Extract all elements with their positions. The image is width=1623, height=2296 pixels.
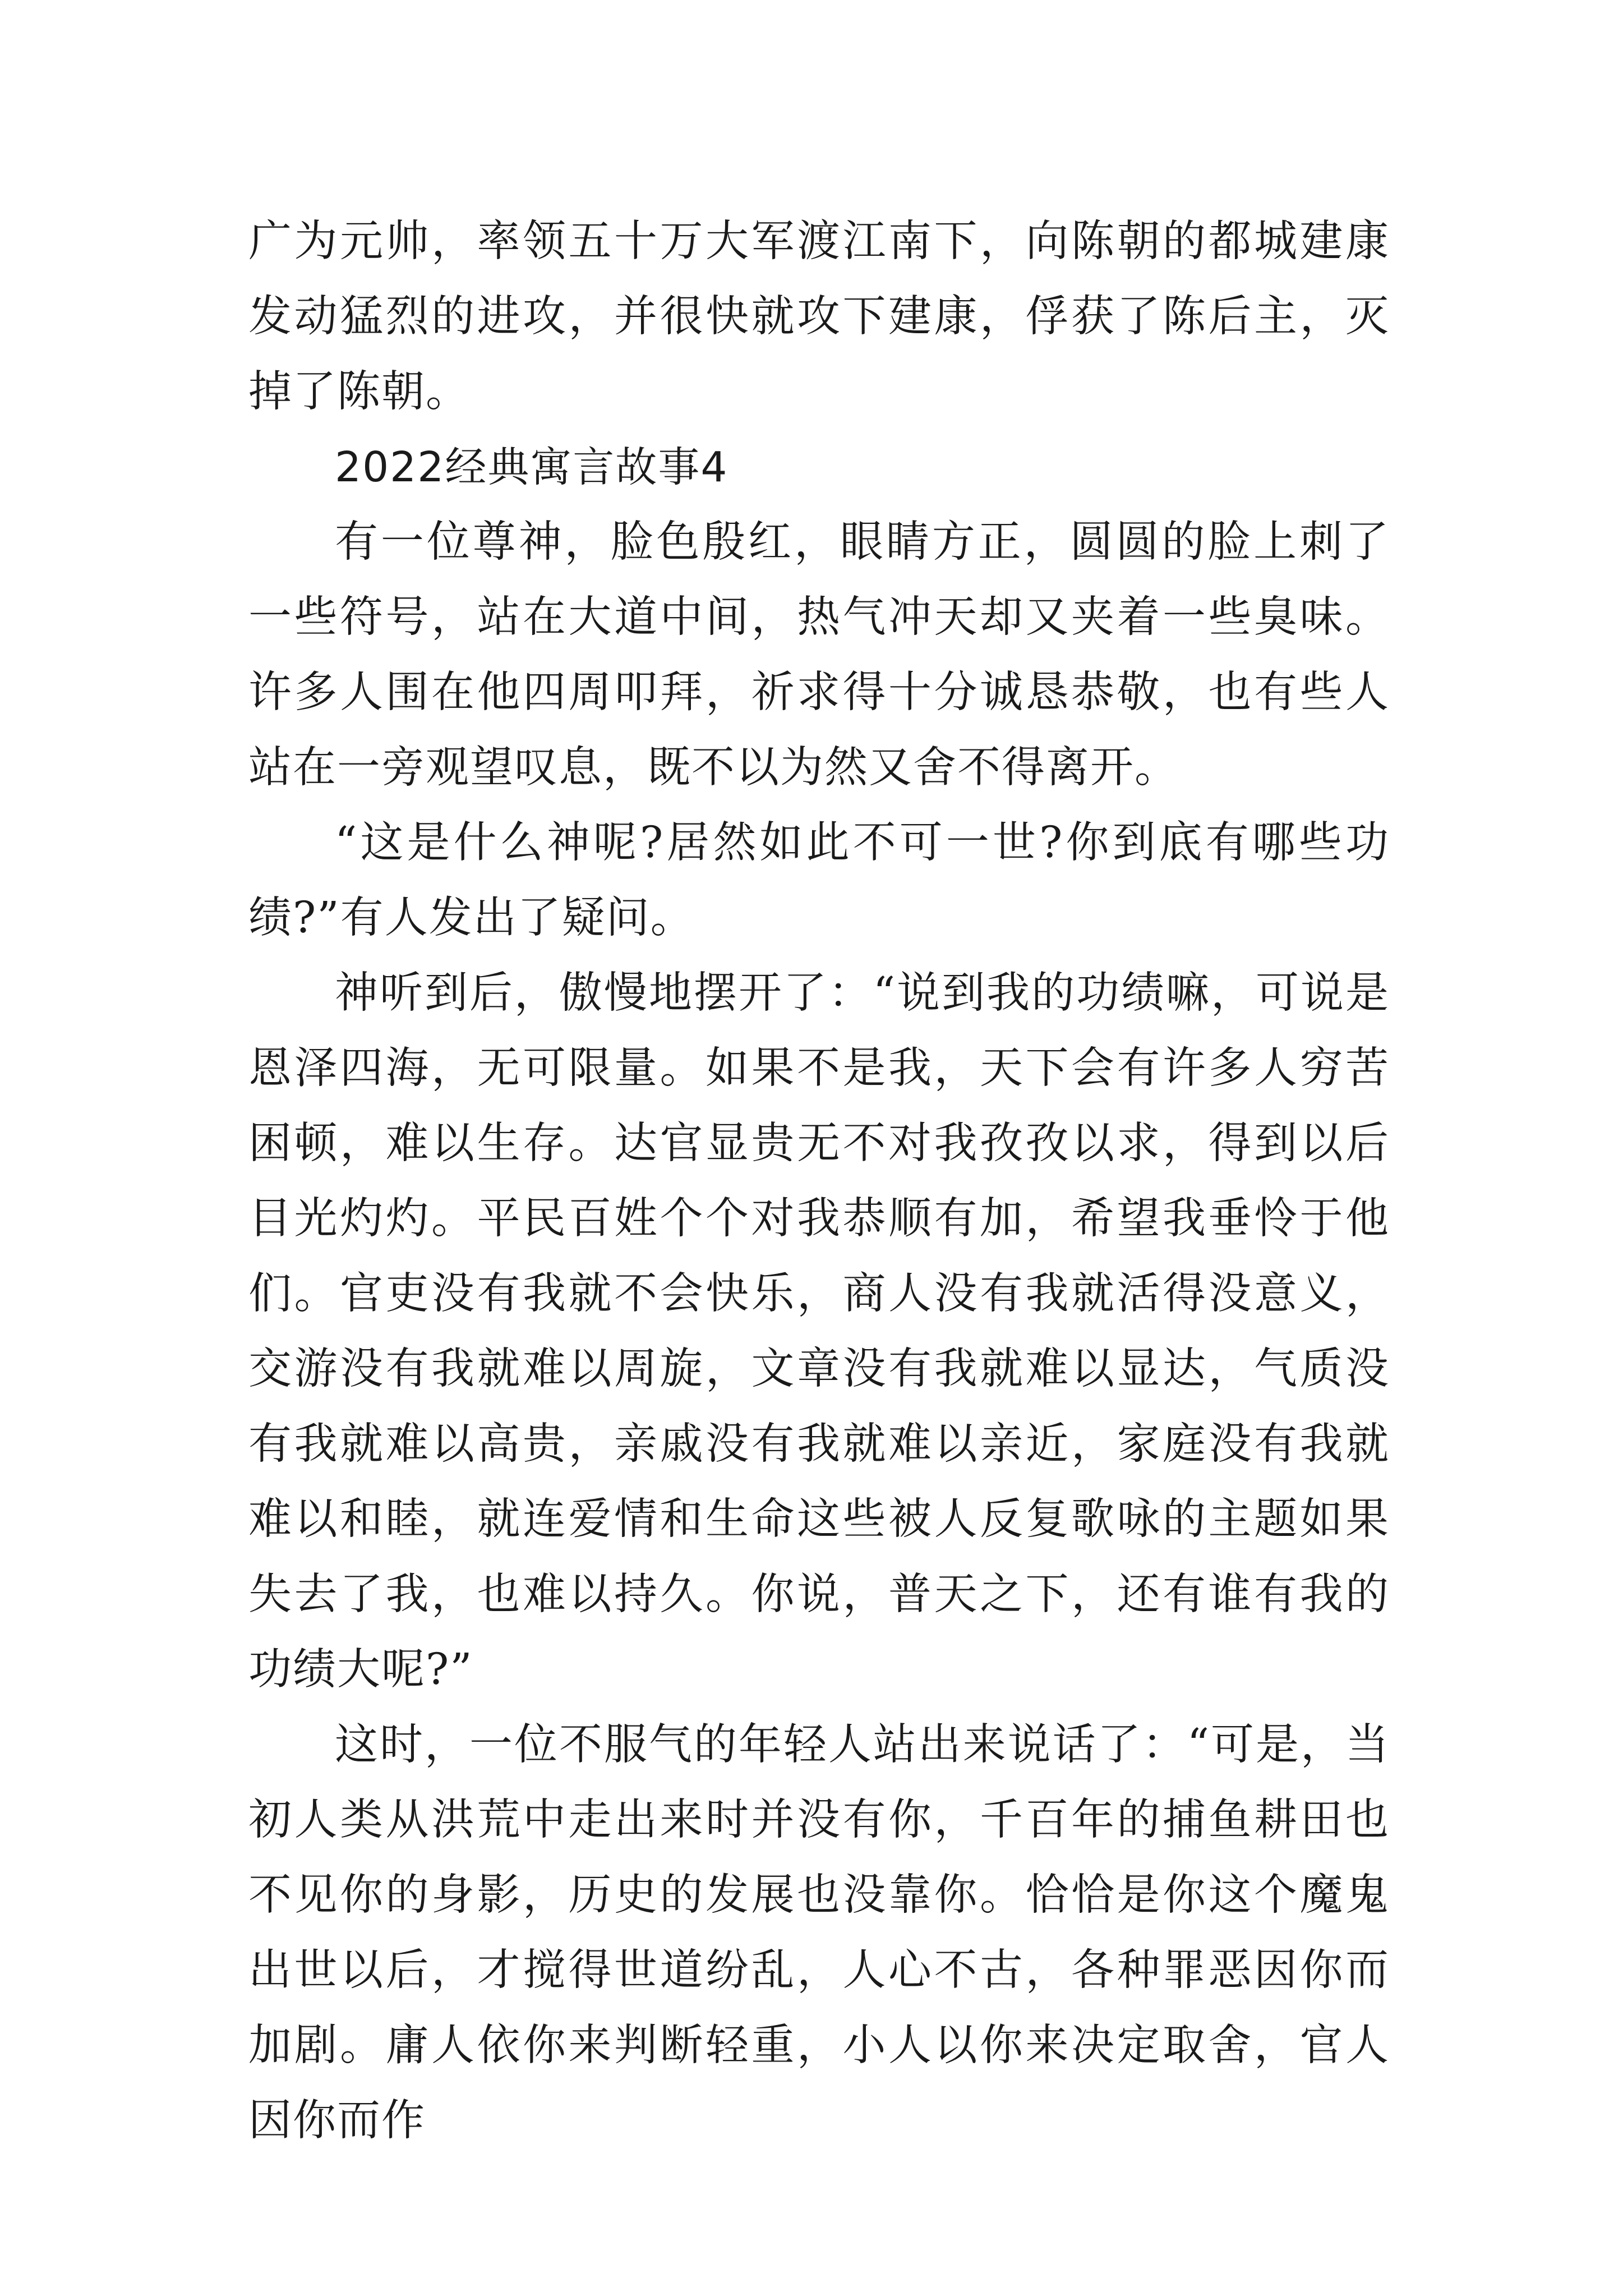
paragraph-body: 有一位尊神，脸色殷红，眼睛方正，圆圆的脸上刺了一些符号，站在大道中间，热气冲天却又夹着一些臭味。许多人围在他四周叩拜，祈求得十分诚恳恭敬，也有些人站在一旁观望叹息，既不以为然又舍不得离开。: [248, 517, 1390, 793]
paragraph-body: “这是什么神呢?居然如此不可一世?你到底有哪些功绩?”有人发出了疑问。: [248, 818, 1390, 943]
paragraph-body: 这时，一位不服气的年轻人站出来说话了：“可是，当初人类从洪荒中走出来时并没有你，千百年的捕鱼耕田也不见你的身影，历史的发展也没靠你。恰恰是你这个魔鬼出世以后，才搅得世道纷乱，人心不古，各种罪恶因你而加剧。庸人依你来判断轻重，小人以你来决定取舍，官人因你而作: [248, 1720, 1390, 2146]
section-heading: 2022经典寓言故事4: [335, 443, 728, 491]
document-body: [248, 204, 1390, 2159]
paragraph-continuation: 广为元帅，率领五十万大军渡江南下，向陈朝的都城建康发动猛烈的进攻，并很快就攻下建康，俘获了陈后主，灭掉了陈朝。: [248, 217, 1390, 417]
paragraph-body: 神听到后，傲慢地摆开了：“说到我的功绩嘛，可说是恩泽四海，无可限量。如果不是我，天下会有许多人穷苦困顿，难以生存。达官显贵无不对我孜孜以求，得到以后目光灼灼。平民百姓个个对我恭顺有加，希望我垂怜于他们。官吏没有我就不会快乐，商人没有我就活得没意义，交游没有我就难以周旋，文章没有我就难以显达，气质没有我就难以高贵，亲戚没有我就难以亲近，家庭没有我就难以和睦，就连爱情和生命这些被人反复歌咏的主题如果失去了我，也难以持久。你说，普天之下，还有谁有我的功绩大呢?”: [248, 968, 1390, 1695]
